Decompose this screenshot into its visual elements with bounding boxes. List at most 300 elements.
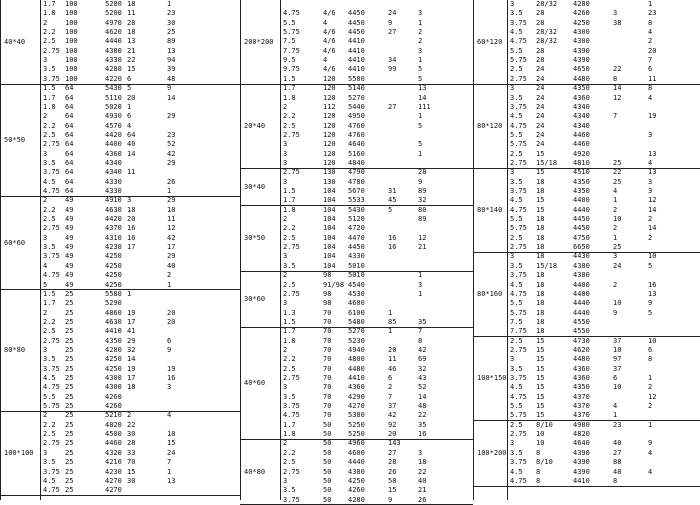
table-cell: 52 [167,140,176,149]
table-cell: 4280 [105,345,122,354]
table-cell: 1.8 [43,9,56,18]
table-cell: 4340 [105,168,122,177]
table-cell: 25 [65,486,74,495]
table-cell: 4.5 [43,476,56,485]
table-cell: 120 [323,158,336,167]
table-cell: 43 [418,374,427,382]
table-row [0,94,240,103]
table-row [0,262,240,271]
table-cell: 15 [536,355,545,364]
table-cell [613,140,648,149]
table-cell: 130 [323,168,336,177]
table-cell: 2 [613,280,618,289]
table-cell: 20 [167,308,176,317]
table-cell [388,131,418,140]
table-cell: 2 [283,271,288,280]
table-cell: 8/10 [536,458,553,467]
table-cell: 4410 [348,46,365,55]
table-cell: 4.75 [510,37,527,46]
table-cell [388,252,418,261]
table-cell: 25 [65,430,74,439]
table-row [240,252,473,261]
table-cell: 4.75 [283,9,300,18]
table-cell [167,355,197,364]
table-cell: 4.5 [510,28,523,37]
table-cell: 2.75 [510,158,527,167]
table-cell: 4 [648,158,653,167]
table-cell: 3 [510,0,515,8]
table-cell: 120 [323,74,336,83]
table-cell: 69 [418,355,427,364]
table-cell: 4340 [573,121,590,130]
table-cell: 2 [127,411,132,420]
table-row [473,355,700,364]
table-cell: 4380 [348,467,365,476]
table-cell [418,252,458,261]
table-cell [613,318,648,327]
table-cell: 94 [167,56,176,65]
table-cell: 4350 [573,383,590,392]
table-cell: 104 [323,233,336,242]
table-cell [323,0,348,9]
table-row [240,234,473,243]
table-panel-3 [473,0,700,500]
table-cell: 100 [65,65,78,74]
table-cell: 97 [613,355,622,364]
table-cell: 2.75 [510,243,527,252]
table-cell: 8/10 [536,420,553,429]
table-cell: 4230 [105,467,122,476]
table-cell: 25 [167,28,176,37]
table-cell: 1 [127,289,132,298]
table-cell: 4640 [573,439,590,448]
table-cell: 4650 [573,65,590,74]
table-cell: 5210 [105,411,122,420]
table-cell: 4300 [573,28,590,37]
table-cell: 7.75 [283,46,300,55]
table-row [240,346,473,355]
table-cell: 2.75 [283,374,300,382]
table-cell [127,393,167,402]
table-cell [388,84,418,93]
table-cell: 3 [283,158,288,167]
table-cell: 4620 [105,28,122,37]
table-row [473,327,700,336]
group-size-label: 80*140 [477,205,503,214]
table-cell: 41 [127,327,136,336]
table-cell: 4280 [105,65,122,74]
table-row [0,75,240,84]
table-cell: 4410 [105,327,122,336]
table-row [240,122,473,131]
table-cell: 4440 [573,308,590,317]
table-cell [613,122,648,131]
table-cell: 1 [648,420,653,429]
table-cell: 19 [648,112,657,121]
table-cell: 24 [536,140,545,149]
table-cell: 15 [536,374,545,382]
table-cell: 4.75 [43,187,60,195]
table-cell: 49 [65,215,74,224]
table-cell: 27 [388,102,397,111]
table-cell [418,0,458,9]
table-cell: 15 [536,345,545,354]
table-cell: 5500 [348,74,365,83]
table-cell: 4550 [573,327,590,336]
table-cell: 30 [127,476,136,485]
table-row [240,337,473,346]
table-cell: 15 [388,486,397,495]
table-cell: 1 [418,289,423,298]
table-row [240,84,473,93]
table-row [240,365,473,374]
table-cell: 5.75 [510,56,527,65]
table-cell: 38 [613,18,622,27]
group-size-label: 50*50 [4,135,26,144]
table-cell: 14 [127,149,136,158]
table-cell: 2 [613,205,618,214]
table-cell: 19 [167,364,176,373]
table-cell: 3 [167,383,172,392]
table-cell: 16 [127,224,136,233]
table-cell: 4380 [573,261,590,270]
table-cell: 5270 [348,93,365,102]
table-cell [167,122,197,131]
table-row [473,309,700,318]
table-cell: 5.5 [510,402,523,411]
table-cell: 4430 [573,252,590,261]
table-cell: 4/6 [323,37,336,46]
table-cell: 6 [613,374,618,382]
table-cell: 12 [418,233,427,242]
group-size-label: 40*80 [244,467,266,476]
table-cell: 7 [418,327,423,336]
table-cell: 28/32 [536,0,558,8]
table-cell: 15 [536,411,545,420]
table-cell: 14 [167,93,176,102]
table-cell: 18 [418,458,427,467]
table-cell [648,411,678,420]
table-cell: 3 [283,476,288,485]
table-cell: 18 [536,299,545,308]
table-cell: 4/6 [323,65,336,74]
table-cell [418,224,458,233]
table-cell: 2.2 [43,205,56,214]
table-row [240,299,473,308]
table-cell: 104 [323,187,336,195]
table-cell: 4230 [105,243,122,252]
table-cell: 100 [65,56,78,65]
table-cell [127,262,167,271]
table-cell [127,187,167,196]
table-cell: 5.5 [43,392,56,401]
table-cell [613,103,648,112]
table-cell [418,439,458,448]
table-cell: 3.75 [43,252,60,261]
table-cell: 3.5 [510,93,523,102]
table-cell [388,290,418,299]
table-cell: 22 [613,65,622,74]
table-cell: 27 [388,28,397,37]
table-cell: 3 [510,439,515,448]
table-cell [613,327,648,336]
table-cell: 10 [536,430,545,439]
table-cell: 1 [167,467,172,476]
table-cell: 4260 [348,486,365,495]
table-cell: 23 [167,130,176,139]
table-cell: 3.75 [510,102,527,111]
table-cell: 9 [388,495,393,504]
table-row [0,150,240,159]
table-cell: 64 [65,168,74,177]
table-cell [388,94,418,103]
table-cell: 5010 [348,261,365,270]
table-cell [388,37,418,46]
table-row [0,421,240,430]
table-cell: 50 [323,458,332,467]
table-cell: 4270 [105,476,122,485]
table-cell: 24 [536,84,545,93]
table-cell: 28/32 [536,28,558,37]
table-cell: 18 [536,177,545,186]
table-cell: 100 [65,46,78,55]
table-cell: 2 [648,402,653,411]
table-cell: 130 [323,177,336,186]
table-cell: 25 [65,402,74,411]
table-cell: 64 [65,140,74,149]
table-cell: 3.75 [43,467,60,476]
table-cell: 20 [388,430,397,439]
table-row [473,243,700,252]
table-row [473,224,700,233]
table-cell: 4.5 [510,383,523,392]
table-cell: 26 [418,495,427,504]
table-cell: 50 [323,439,332,448]
table-cell: 5 [418,74,423,83]
table-cell: 3 [43,56,48,65]
table-row [0,309,240,318]
table-row [240,243,473,252]
table-cell: 4.75 [510,121,527,130]
table-row [473,449,700,458]
table-row [473,84,700,93]
group-divider [0,495,240,496]
table-cell [127,252,167,261]
table-cell [613,0,648,9]
table-cell: 4950 [348,112,365,121]
table-cell: 6 [648,65,653,74]
table-cell: 5 [418,121,423,130]
table-cell: 64 [65,177,74,186]
table-cell: 13 [648,149,657,158]
table-cell: 18 [536,224,545,233]
table-cell: 37 [613,364,622,373]
table-cell: 26 [167,177,176,186]
table-cell: 3 [43,345,48,354]
table-cell: 42 [418,345,427,354]
table-row [240,411,473,420]
table-cell: 18 [536,317,545,326]
table-cell: 4.75 [510,289,527,298]
table-row [0,383,240,392]
table-cell: 30 [167,18,176,27]
table-row [0,365,240,374]
table-cell: 64 [65,93,74,102]
table-cell [388,159,418,168]
table-cell: 4 [613,402,618,411]
table-cell: 37 [613,336,622,345]
table-cell: 22 [127,56,136,65]
table-cell: 45 [388,196,397,205]
table-cell: 5270 [348,327,365,336]
table-cell: 5 [648,308,653,317]
table-cell: 19 [127,364,136,373]
table-row [240,75,473,84]
table-row [240,430,473,439]
table-cell: 3 [510,252,515,261]
table-cell: 23 [613,420,622,429]
table-cell: 2.75 [43,224,60,233]
table-cell: 4270 [105,486,122,495]
table-row [240,19,473,28]
group-size-label: 80*120 [477,121,503,130]
table-cell: 25 [65,289,74,298]
table-cell: 5290 [105,299,122,308]
table-cell: 11 [388,355,397,364]
table-cell: 4630 [105,317,122,326]
table-row [240,65,473,74]
table-cell: 1 [613,196,618,205]
table-row [240,393,473,402]
table-row [0,290,240,299]
table-cell: 28 [536,56,545,65]
table-cell: 2.2 [283,112,296,121]
table-cell: 20 [127,215,136,224]
table-cell: 2.5 [43,430,56,439]
table-cell: 2.5 [510,233,523,242]
table-cell: 70 [323,392,332,401]
table-row [0,47,240,56]
table-cell: 13 [127,37,136,46]
table-cell: 2.75 [510,430,527,439]
table-cell: 18 [536,289,545,298]
table-cell: 15/18 [536,261,558,270]
table-cell: 9 [388,18,393,27]
table-cell: 9 [167,84,172,93]
table-cell: 4/6 [323,9,336,18]
table-cell: 1 [127,102,132,111]
table-cell: 104 [323,215,336,224]
table-cell: 7 [167,458,172,467]
table-cell: 24 [536,130,545,139]
table-cell [127,271,167,280]
table-cell: 4.75 [43,271,60,280]
table-row [473,140,700,149]
table-cell: 2.5 [283,280,296,289]
table-row [240,206,473,215]
table-cell [388,140,418,149]
table-cell: 4250 [105,252,122,261]
table-cell: 4450 [348,28,365,37]
table-cell: 4390 [573,467,590,476]
table-cell: 29 [167,252,176,261]
table-cell: 58 [388,476,397,485]
table-cell [613,56,648,65]
table-cell [418,131,458,140]
table-cell: 104 [323,252,336,261]
table-cell: 4550 [573,317,590,326]
table-cell: 50 [323,448,332,457]
table-cell: 3.75 [283,402,300,411]
table-row [240,0,473,9]
table-row [0,9,240,18]
table-cell: 7.75 [510,327,527,336]
table-cell: 4340 [573,112,590,121]
table-cell: 4360 [348,383,365,392]
table-cell: 25 [65,364,74,373]
table-cell: 16 [388,243,397,252]
table-cell [613,131,648,140]
table-cell: 13 [648,168,657,177]
table-cell: 5160 [348,149,365,158]
table-cell: 3.5 [43,243,56,252]
table-cell [648,103,678,112]
table-cell: 5120 [348,215,365,224]
table-cell: 6 [648,345,653,354]
table-row [240,187,473,196]
table-cell: 5.75 [510,140,527,149]
table-cell: 98 [323,289,332,298]
table-cell: 111 [418,102,431,111]
table-cell: 1 [613,411,618,420]
table-cell: 1 [167,280,172,289]
table-cell: 10 [613,299,622,308]
table-cell: 64 [65,102,74,111]
table-cell: 3 [418,280,423,289]
table-cell [388,112,418,121]
table-cell: 4370 [573,411,590,420]
table-row [0,0,240,9]
table-cell: 4290 [348,392,365,401]
table-cell: 1.8 [283,336,296,345]
table-cell: 24 [536,74,545,83]
table-row [0,178,240,187]
table-row [0,337,240,346]
table-cell: 28 [418,168,427,177]
table-cell: 2.5 [510,149,523,158]
table-cell: 25 [65,317,74,326]
table-cell: 5 [127,84,132,93]
table-row [0,430,240,439]
table-cell: 3.75 [510,187,527,195]
table-cell: 49 [65,196,74,205]
table-row [473,122,700,131]
table-row [240,486,473,495]
table-panel-2 [240,0,473,504]
table-cell: 42 [167,149,176,158]
table-cell: 14 [613,84,622,93]
table-cell: 3.5 [510,448,523,457]
table-cell: 16 [418,430,427,439]
table-cell: 49 [65,280,74,289]
table-cell: 70 [323,402,332,411]
table-cell: 4400 [573,289,590,298]
table-cell: 9.5 [283,56,296,65]
table-cell: 100 [65,28,78,37]
table-row [0,112,240,121]
table-cell: 4530 [348,289,365,298]
table-cell: 2.2 [43,420,56,429]
